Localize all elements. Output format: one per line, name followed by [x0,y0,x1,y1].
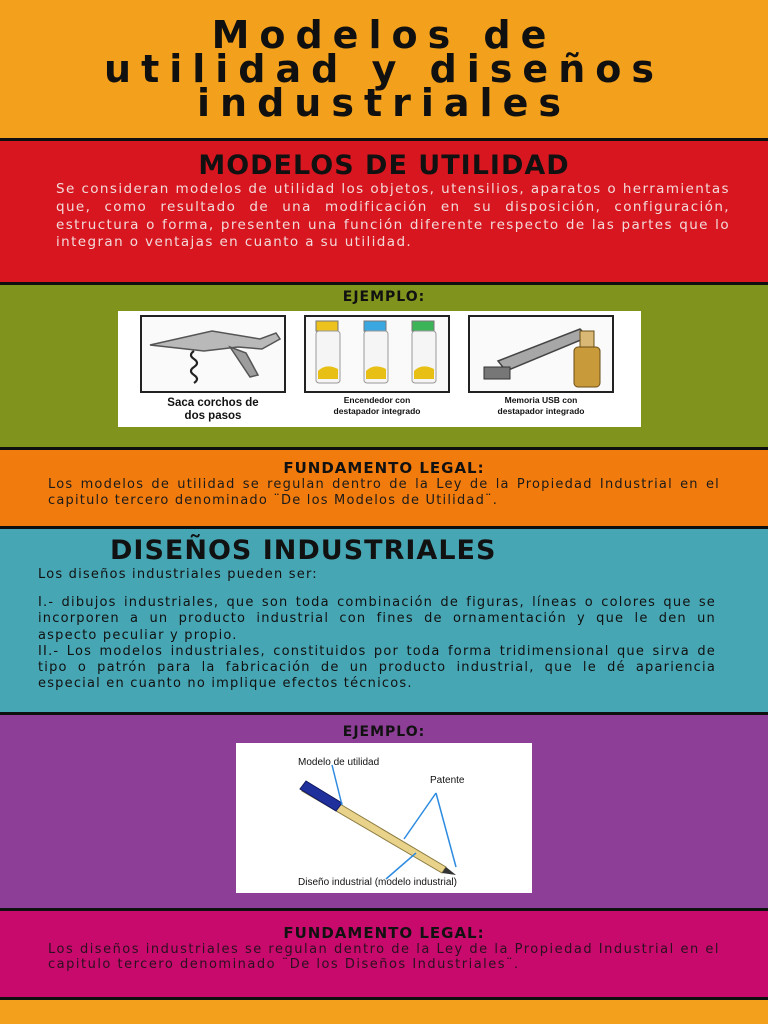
example-2-heading: EJEMPLO: [342,724,426,740]
title-line-1: Modelos de [211,13,557,57]
title-line-2: utilidad y diseños [104,47,664,91]
pen-diagram-image [236,743,532,893]
caption-usb-line-2: destapador integrado [497,406,585,416]
industrial-designs-heading: DISEÑOS INDUSTRIALES [110,535,497,566]
industrial-designs-intro: Los diseños industriales pueden ser: [38,567,318,582]
industrial-designs-section [0,529,768,712]
utility-models-text: Se consideran modelos de utilidad los objetos, utensilios, aparatos o herramientas que, como resultado de una modificación en su disposición, configuración, estructura o forma, presenten una función diferente respecto de las partes que lo integran o ventajas en cuanto a su utilidad. [56,181,730,251]
caption-lighter-line-1: Encendedor con [343,395,411,405]
legal-basis-2-section [0,911,768,997]
legal-basis-1-text: Los modelos de utilidad se regulan dentro de la Ley de la Propiedad Industrial en el capitulo tercero denominado ¨De los Modelos de Utilidad¨. [48,477,720,508]
bottom-strip [0,1000,768,1024]
caption-usb-line-1: Memoria USB con [504,395,578,405]
legal-basis-1-heading: FUNDAMENTO LEGAL: [283,459,485,477]
utility-model-examples-image [118,311,641,427]
legal-basis-2-heading: FUNDAMENTO LEGAL: [283,924,485,942]
label-patent: Patente [430,775,465,786]
usb-opener-picture [468,315,614,393]
caption-corkscrew-line-2: dos pasos [184,410,242,422]
industrial-designs-item-2: II.- Los modelos industriales, constituidos por toda forma tridimensional que sirva de tipo o patrón para la fabricación de un producto industrial, que le dé apariencia especial en cuanto no implique efectos técnicos. [38,643,716,692]
label-utility-model: Modelo de utilidad [298,757,380,768]
example-1-heading: EJEMPLO: [342,289,426,305]
title-line-3: industriales [197,81,571,125]
lighters-picture [304,315,450,393]
example-1-section [0,285,768,447]
industrial-designs-item-1: I.- dibujos industriales, que son toda combinación de figuras, líneas o colores que se incorporen a un producto industrial con fines de ornamentación y que le den un aspecto peculiar y propio. [38,595,716,643]
utility-models-section [0,141,768,282]
title-section [0,0,768,138]
utility-models-heading: MODELOS DE UTILIDAD [198,150,570,181]
corkscrew-picture [140,315,286,393]
example-2-section [0,715,768,908]
legal-basis-1-section [0,450,768,526]
page-title [0,0,768,125]
caption-corkscrew-line-1: Saca corchos de [167,397,259,409]
label-industrial-design: Diseño industrial (modelo industrial) [298,877,457,888]
caption-lighter-line-2: destapador integrado [333,406,421,416]
legal-basis-2-text: Los diseños industriales se regulan dentro de la Ley de la Propiedad Industrial en el capitulo tercero denominado ¨De los Diseños Industriales¨. [48,942,720,972]
